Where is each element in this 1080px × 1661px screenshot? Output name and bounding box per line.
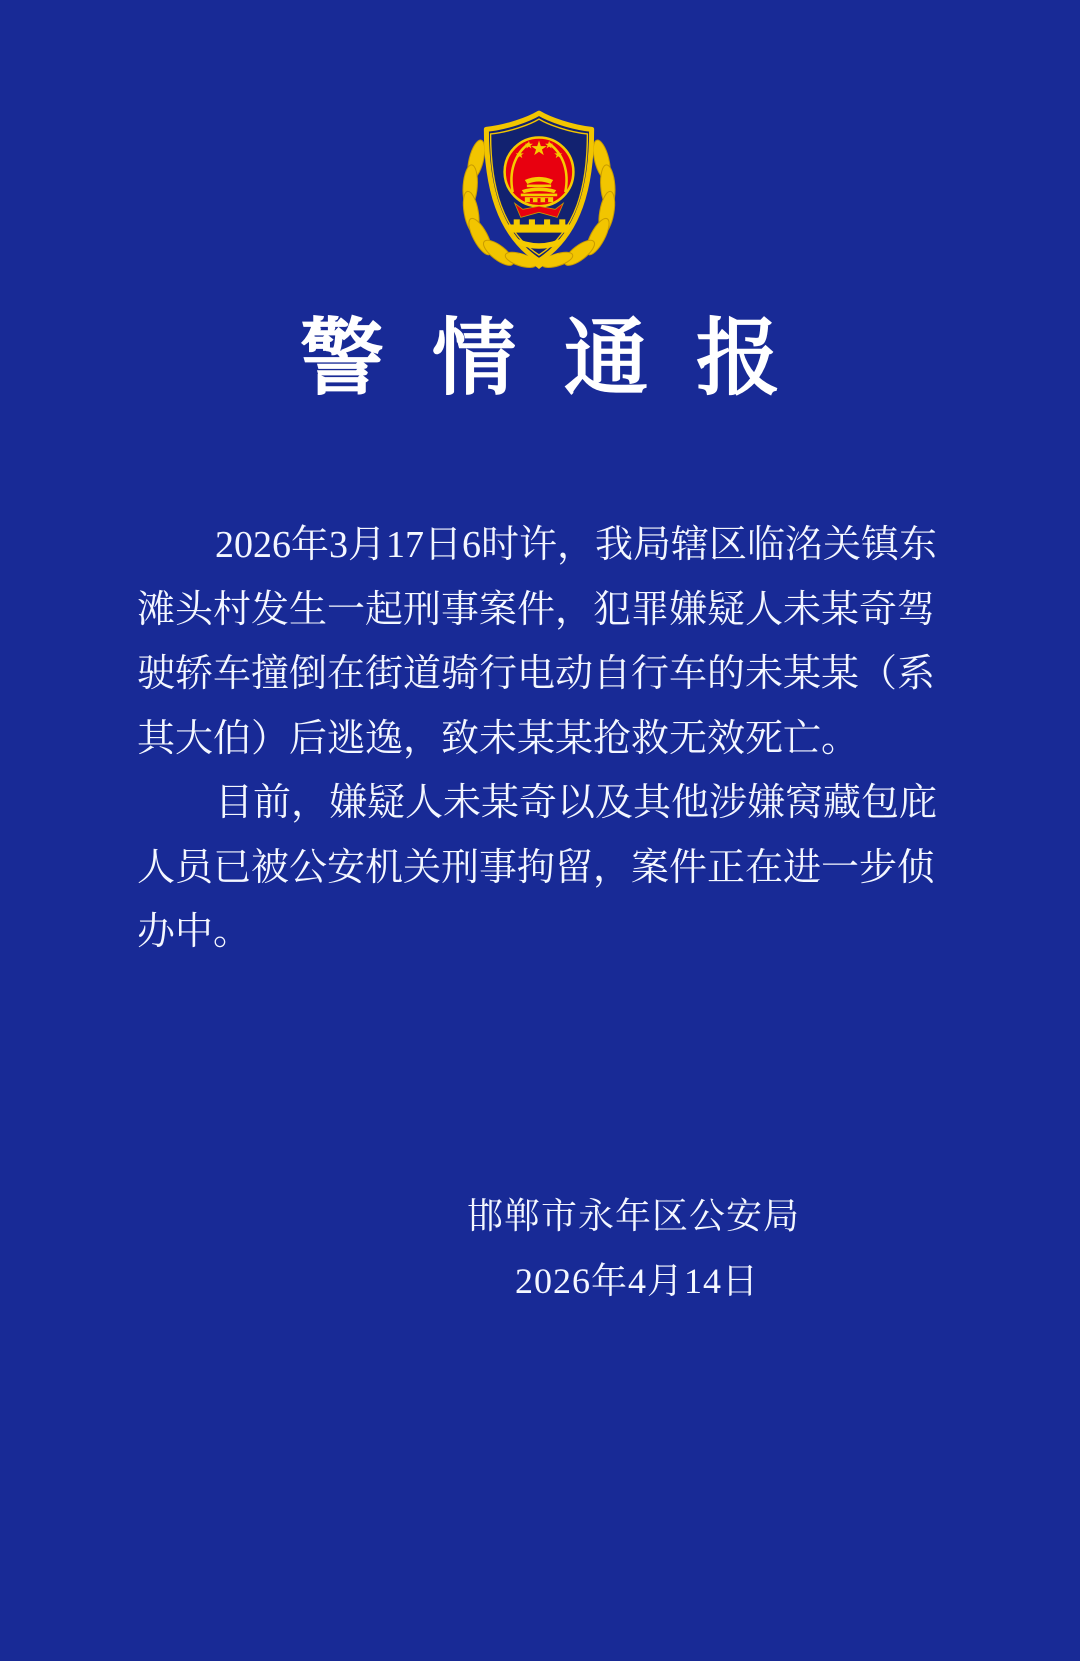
notice-date: 2026年4月14日 [515, 1261, 760, 1301]
body-line: 目前，嫌疑人未某奇以及其他涉嫌窝藏包庇 [215, 782, 938, 824]
notice-body [137, 513, 947, 965]
body-line: 人员已被公安机关刑事拘留，案件正在进一步侦 [137, 846, 936, 889]
body-line: 其大伯）后逃逸，致未某某抢救无效死亡。 [137, 717, 860, 760]
agency-name: 邯郸市永年区公安局 [467, 1196, 801, 1236]
body-line: 办中。 [137, 911, 252, 953]
body-line: 2026年3月17日6时许，我局辖区临洺关镇东 [215, 524, 938, 566]
police-badge-icon [458, 97, 620, 269]
body-line: 滩头村发生一起刑事案件，犯罪嫌疑人未某奇驾 [137, 588, 936, 631]
notice-title: 警情通报 [299, 313, 828, 406]
body-line: 驶轿车撞倒在街道骑行电动自行车的未某某（系 [137, 653, 936, 695]
